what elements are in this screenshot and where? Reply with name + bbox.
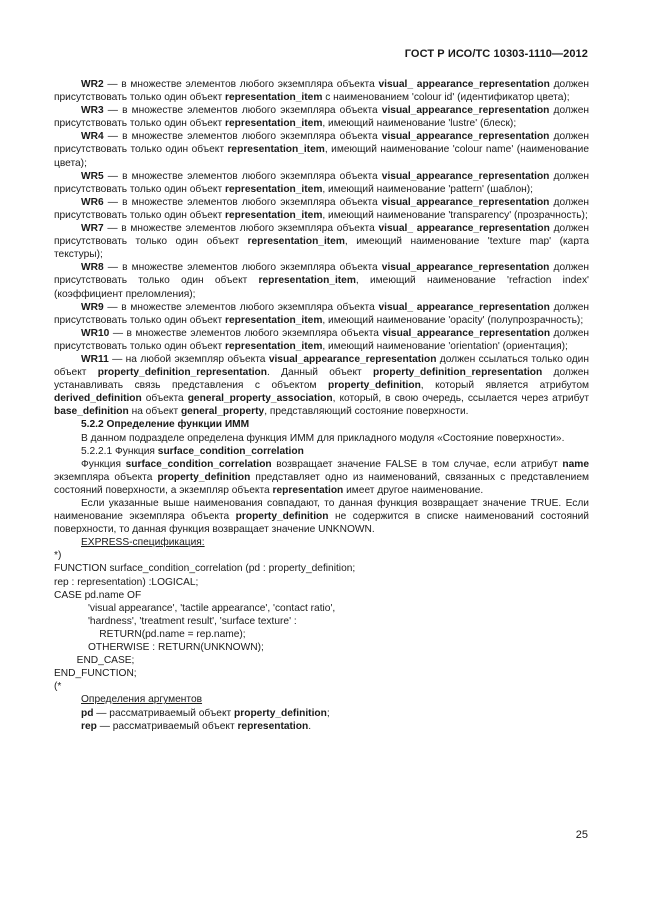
rule-wr4: WR4 — в множестве элементов любого экземпляра объекта visual_appearance_representation должен присутствовать только один объект representation_item, имеющий наименование 'colour name' (наименование цвета); xyxy=(54,131,589,169)
standard-header: ГОСТ Р ИСО/ТС 10303-1110—2012 xyxy=(404,48,588,60)
code-line: CASE pd.name OF xyxy=(54,589,142,601)
arguments-label: Определения аргументов xyxy=(81,694,203,706)
code-line: OTHERWISE : RETURN(UNKNOWN); xyxy=(54,642,264,654)
express-label: EXPRESS-спецификация: xyxy=(81,537,205,549)
rule-wr7: WR7 — в множестве элементов любого экземпляра объекта visual_ appearance_representation должен присутствовать только один объект representation_item, имеющий наименование 'texture map' (карта текстуры); xyxy=(54,223,590,261)
code-line: FUNCTION surface_condition_correlation (pd : property_definition; xyxy=(54,563,356,575)
function-description: Функция surface_condition_correlation возвращает значение FALSE в том случае, если атрибут name экземпляра объекта property_definition представляет одно из наименований, связанных с представлением состояний поверхности, а экземпляр объекта representation имеет другое наименование. xyxy=(54,458,590,496)
code-line: rep : representation) :LOGICAL; xyxy=(54,576,199,588)
subsection-heading: 5.2.2.1 Функция surface_condition_correlation xyxy=(81,445,304,457)
code-line: 'visual appearance', 'tactile appearance', 'contact ratio', xyxy=(54,602,336,614)
rule-wr6: WR6 — в множестве элементов любого экземпляра объекта visual_appearance_representation должен присутствовать только один объект representation_item, имеющий наименование 'transparency' (прозрачность); xyxy=(54,196,589,221)
function-return-description: Если указанные выше наименования совпадают, то данная функция возвращает значение TRUE. Если наименование экземпляра объекта property_definition не содержится в списке наименований состояний поверхности, то данная функция возвращает значение UNKNOWN. xyxy=(54,498,589,536)
rule-wr5: WR5 — в множестве элементов любого экземпляра объекта visual_appearance_representation должен присутствовать только один объект representation_item, имеющий наименование 'pattern' (шаблон); xyxy=(54,170,589,195)
document-body xyxy=(54,78,589,733)
code-line: RETURN(pd.name = rep.name); xyxy=(54,628,246,640)
section-intro: В данном подразделе определена функция ИММ для прикладного модуля «Состояние поверхности». xyxy=(81,432,565,444)
rule-wr9: WR9 — в множестве элементов любого экземпляра объекта visual_ appearance_representation должен присутствовать только один объект representation_item, имеющий наименование 'opacity' (полупрозрачность); xyxy=(54,301,590,326)
code-line: 'hardness', 'treatment result', 'surface texture' : xyxy=(54,615,297,627)
express-code xyxy=(54,549,589,693)
rule-wr11: WR11 — на любой экземпляр объекта visual_appearance_representation должен ссылаться только один объект property_definition_representation. Данный объект property_definition_representation должен устанавливать связь представления с объектом property_definition, который является атрибутом derived_definition объекта general_property_association, который, в свою очередь, ссылается через атрибут base_definition на объект general_property, представляющий состояние поверхности. xyxy=(54,353,590,418)
argument-rep: rep — рассматриваемый объект representation. xyxy=(81,720,312,732)
code-line: (* xyxy=(54,681,62,693)
code-line: END_FUNCTION; xyxy=(54,668,137,680)
section-heading: 5.2.2 Определение функции ИММ xyxy=(81,419,250,431)
argument-pd: pd — рассматриваемый объект property_definition; xyxy=(81,707,330,719)
rule-wr8: WR8 — в множестве элементов любого экземпляра объекта visual_appearance_representation должен присутствовать только один объект representation_item, имеющий наименование 'refraction index' (коэффициент преломления); xyxy=(54,262,589,300)
rule-wr2: WR2 — в множестве элементов любого экземпляра объекта visual_ appearance_representation должен присутствовать только один объект representation_item с наименованием 'colour id' (идентификатор цвета); xyxy=(54,79,590,104)
rule-wr10: WR10 — в множестве элементов любого экземпляра объекта visual_appearance_representation должен присутствовать только один объект representation_item, имеющий наименование 'orientation' (ориентация); xyxy=(54,327,589,352)
page-number: 25 xyxy=(575,829,588,841)
rule-wr3: WR3 — в множестве элементов любого экземпляра объекта visual_appearance_representation должен присутствовать только один объект representation_item, имеющий наименование 'lustre' (блеск); xyxy=(54,105,589,130)
code-line: *) xyxy=(54,550,62,562)
code-line: END_CASE; xyxy=(54,655,135,667)
